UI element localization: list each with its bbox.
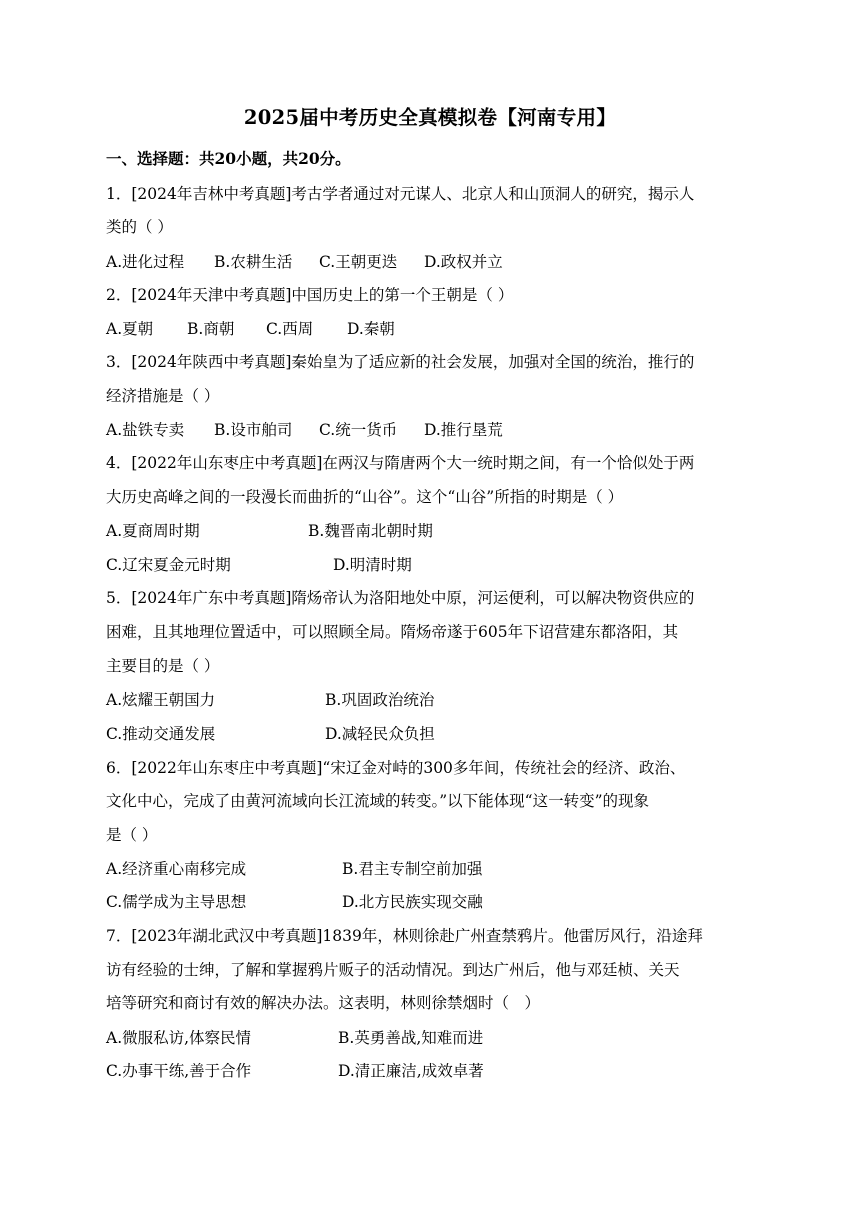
question-2-option-a: A.夏朝 xyxy=(106,320,154,338)
question-6-line-2: 文化中心，完成了由黄河流域向长江流域的转变。”以下能体现“这一转变”的现象 xyxy=(106,792,650,810)
question-2-option-d: D.秦朝 xyxy=(347,320,395,338)
question-5-line-1: 5．[2024年广东中考真题]隋炀帝认为洛阳地处中原，河运便利，可以解决物资供应的 xyxy=(106,589,695,607)
question-5-option-a: A.炫耀王朝国力 xyxy=(106,691,216,709)
question-4-option-c: C.辽宋夏金元时期 xyxy=(106,556,231,574)
question-4-option-d: D.明清时期 xyxy=(333,556,412,574)
question-3-line-1: 3．[2024年陕西中考真题]秦始皇为了适应新的社会发展，加强对全国的统治，推行的 xyxy=(106,353,695,371)
question-5-option-d: D.减轻民众负担 xyxy=(325,725,435,743)
question-5-option-b: B.巩固政治统治 xyxy=(325,691,435,709)
question-6-line-3: 是（ ） xyxy=(106,826,158,844)
question-1-option-b: B.农耕生活 xyxy=(214,253,293,271)
question-7-line-1: 7．[2023年湖北武汉中考真题]1839年，林则徐赴广州查禁鸦片。他雷厉风行，沿途拜 xyxy=(106,927,703,945)
question-4-line-1: 4．[2022年山东枣庄中考真题]在两汉与隋唐两个大一统时期之间，有一个恰似处于两 xyxy=(106,454,695,472)
question-3-option-a: A.盐铁专卖 xyxy=(106,421,185,439)
question-7-option-a: A.微服私访,体察民情 xyxy=(106,1029,252,1047)
question-6-option-c: C.儒学成为主导思想 xyxy=(106,893,247,911)
question-2-option-c: C.西周 xyxy=(266,320,314,338)
question-5-line-3: 主要目的是（ ） xyxy=(106,657,220,675)
question-1-line-1: 1．[2024年吉林中考真题]考古学者通过对元谋人、北京人和山顶洞人的研究，揭示人 xyxy=(106,185,695,203)
question-5-line-2: 困难，且其地理位置适中，可以照顾全局。隋炀帝遂于605年下诏营建东都洛阳，其 xyxy=(106,623,679,641)
question-7-option-d: D.清正廉洁,成效卓著 xyxy=(338,1062,484,1080)
question-6-option-b: B.君主专制空前加强 xyxy=(342,860,483,878)
question-1-option-d: D.政权并立 xyxy=(424,253,503,271)
question-7-option-c: C.办事干练,善于合作 xyxy=(106,1062,252,1080)
question-6-line-1: 6．[2022年山东枣庄中考真题]“宋辽金对峙的300多年间，传统社会的经济、政治、 xyxy=(106,759,686,777)
question-3-option-c: C.统一货币 xyxy=(319,421,398,439)
question-7-option-b: B.英勇善战,知难而进 xyxy=(338,1029,484,1047)
question-1-option-c: C.王朝更迭 xyxy=(319,253,398,271)
question-5-option-c: C.推动交通发展 xyxy=(106,725,216,743)
question-2-line-1: 2．[2024年天津中考真题]中国历史上的第一个王朝是（ ） xyxy=(106,286,514,304)
question-1-line-2: 类的（ ） xyxy=(106,218,173,236)
question-7-line-2: 访有经验的士绅，了解和掌握鸦片贩子的活动情况。到达广州后，他与邓廷桢、关天 xyxy=(106,961,680,979)
question-3-option-b: B.设市舶司 xyxy=(214,421,293,439)
document-title: 2025届中考历史全真模拟卷【河南专用】 xyxy=(243,106,617,129)
question-2-option-b: B.商朝 xyxy=(187,320,235,338)
question-4-line-2: 大历史高峰之间的一段漫长而曲折的“山谷”。这个“山谷”所指的时期是（ ） xyxy=(106,488,624,506)
question-3-option-d: D.推行垦荒 xyxy=(424,421,503,439)
question-4-option-a: A.夏商周时期 xyxy=(106,522,200,540)
question-7-line-3: 培等研究和商讨有效的解决办法。这表明，林则徐禁烟时（ ） xyxy=(106,994,541,1012)
question-4-option-b: B.魏晋南北朝时期 xyxy=(308,522,433,540)
question-3-line-2: 经济措施是（ ） xyxy=(106,387,220,405)
question-6-option-a: A.经济重心南移完成 xyxy=(106,860,247,878)
question-1-option-a: A.进化过程 xyxy=(106,253,185,271)
question-6-option-d: D.北方民族实现交融 xyxy=(342,893,483,911)
section-heading: 一、选择题：共20小题，共20分。 xyxy=(106,149,351,168)
